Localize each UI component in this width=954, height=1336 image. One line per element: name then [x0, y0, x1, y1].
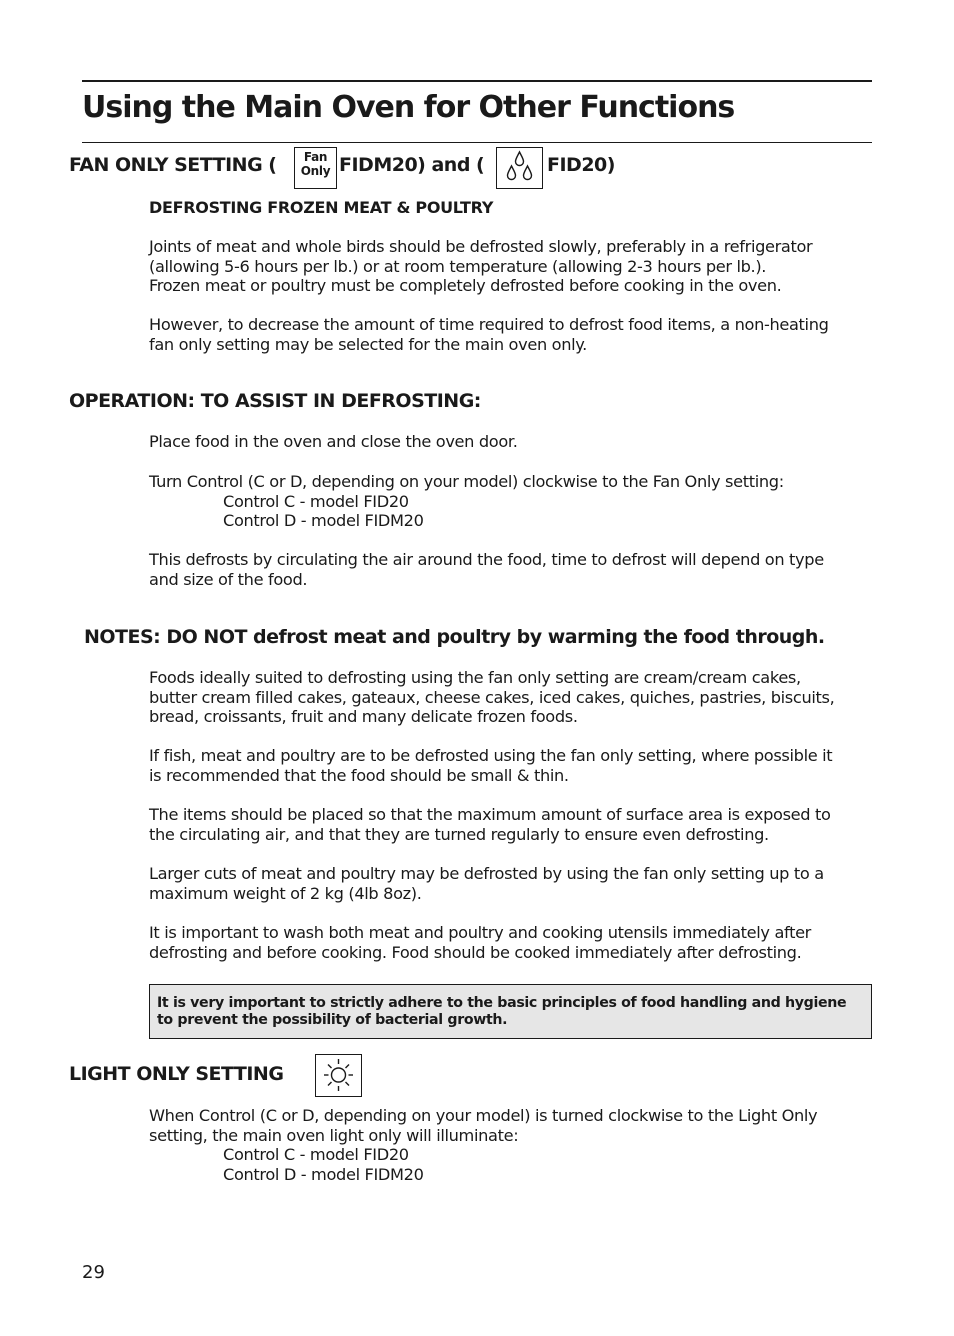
control-c-line: Control C - model FID20: [223, 491, 409, 511]
text-line: Frozen meat or poultry must be completely defrosted before cooking in the oven.: [149, 276, 782, 296]
text-line: This defrosts by circulating the air around the food, time to defrost will depend on type: [149, 550, 824, 569]
control-d-line: Control D - model FIDM20: [223, 511, 424, 531]
text-line: is recommended that the food should be small & thin.: [149, 765, 569, 785]
text-line: Joints of meat and whole birds should be defrosted slowly, preferably in a refrigerator: [149, 237, 813, 256]
text-line: and size of the food.: [149, 569, 308, 589]
page-number: 29: [82, 1262, 105, 1283]
notice-line: to prevent the possibility of bacterial growth.: [157, 1012, 508, 1028]
text-line: However, to decrease the amount of time required to defrost food items, a non-heating: [149, 315, 829, 334]
fan-heading-prefix: FAN ONLY SETTING (: [69, 154, 277, 176]
control-d-line: Control D - model FIDM20: [223, 1164, 424, 1184]
notes-heading: NOTES: DO NOT defrost meat and poultry by warming the food through.: [84, 626, 825, 648]
fan-icon-label-2: Only: [300, 164, 331, 178]
operation-paragraph-3: [149, 550, 871, 589]
light-only-heading: LIGHT ONLY SETTING: [69, 1063, 284, 1085]
text-line: setting, the main oven light only will illuminate:: [149, 1125, 519, 1145]
light-bulb-icon: [315, 1054, 362, 1097]
control-c-line: Control C - model FID20: [223, 1145, 409, 1165]
operation-heading: OPERATION: TO ASSIST IN DEFROSTING:: [69, 390, 481, 412]
defrost-paragraph-1: [149, 237, 871, 296]
light-paragraph: [149, 1106, 871, 1184]
defrost-subheading: DEFROSTING FROZEN MEAT & POULTRY: [149, 198, 494, 217]
notes-paragraph-5: [149, 923, 871, 962]
notes-paragraph-2: [149, 746, 871, 785]
notice-line: It is very important to strictly adhere to the basic principles of food handling and hygiene: [157, 995, 847, 1011]
text-line: It is important to wash both meat and poultry and cooking utensils immediately after: [149, 923, 811, 942]
fan-heading-model2: FID20): [547, 154, 615, 176]
drops-icon: [497, 148, 542, 188]
text-line: maximum weight of 2 kg (4lb 8oz).: [149, 883, 422, 903]
text-line: When Control (C or D, depending on your model) is turned clockwise to the Light Only: [149, 1106, 818, 1125]
title-rule: [82, 142, 872, 143]
hygiene-notice-box: [149, 984, 872, 1039]
text-line: butter cream filled cakes, gateaux, cheese cakes, iced cakes, quiches, pastries, biscuits,: [149, 687, 835, 707]
text-line: Foods ideally suited to defrosting using the fan only setting are cream/cream cakes,: [149, 668, 801, 687]
notes-paragraph-3: [149, 805, 871, 844]
text-line: The items should be placed so that the maximum amount of surface area is exposed to: [149, 805, 831, 824]
text-line: (allowing 5-6 hours per lb.) or at room temperature (allowing 2-3 hours per lb.).: [149, 256, 767, 276]
fan-icon-label-1: Fan: [303, 150, 328, 164]
notes-paragraph-4: [149, 864, 871, 903]
fan-only-icon: [294, 147, 337, 189]
text-line: the circulating air, and that they are turned regularly to ensure even defrosting.: [149, 824, 769, 844]
text-line: Turn Control (C or D, depending on your model) clockwise to the Fan Only setting:: [149, 472, 784, 491]
operation-paragraph-2: [149, 472, 871, 531]
bulb-icon: [316, 1055, 361, 1096]
defrost-drops-icon: [496, 147, 543, 189]
notes-paragraph-1: [149, 668, 871, 727]
text-line: bread, croissants, fruit and many delicate frozen foods.: [149, 707, 578, 727]
text-line: fan only setting may be selected for the main oven only.: [149, 334, 587, 354]
operation-paragraph-1: [149, 432, 871, 452]
defrost-paragraph-2: [149, 315, 871, 354]
text-line: defrosting and before cooking. Food should be cooked immediately after defrosting.: [149, 942, 802, 962]
text-line: Place food in the oven and close the oven door.: [149, 432, 518, 451]
fan-heading-model1: FIDM20) and (: [339, 154, 485, 176]
page-title: Using the Main Oven for Other Functions: [82, 90, 735, 125]
top-rule: [82, 80, 872, 82]
text-line: Larger cuts of meat and poultry may be defrosted by using the fan only setting up to a: [149, 864, 824, 883]
text-line: If fish, meat and poultry are to be defrosted using the fan only setting, where possible it: [149, 746, 833, 765]
